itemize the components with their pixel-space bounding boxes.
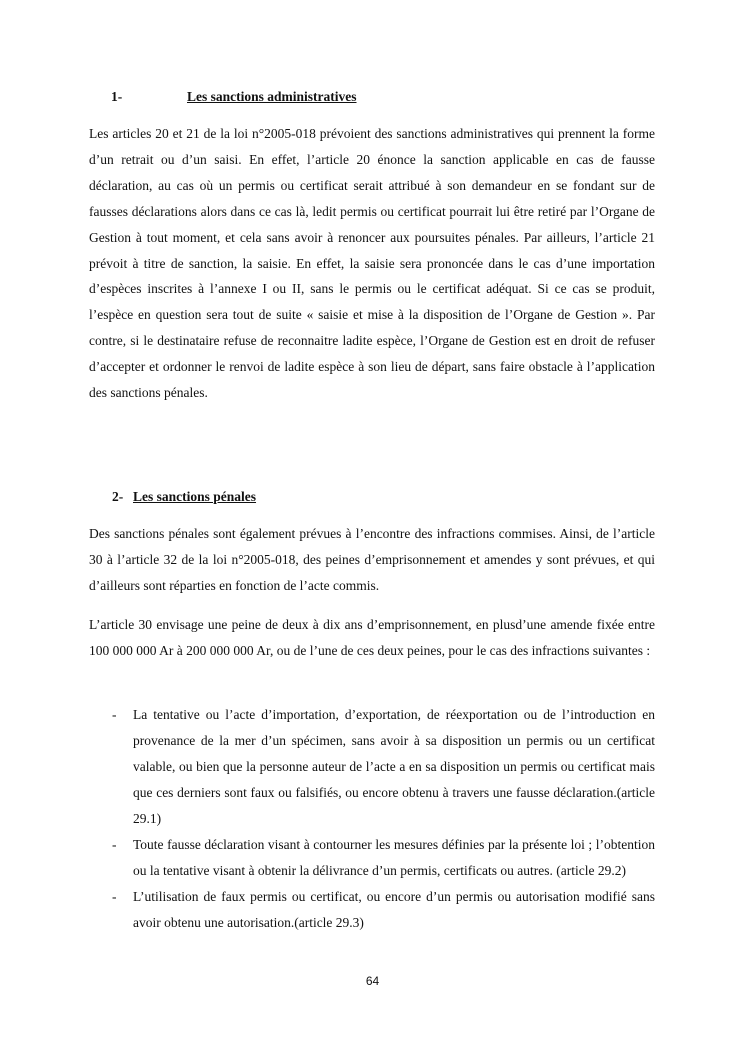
section-1-heading — [111, 89, 411, 109]
section-2-heading — [112, 489, 412, 509]
section-1-paragraph: Les articles 20 et 21 de la loi n°2005-018 prévoient des sanctions administratives qui prennent la forme d’un retrait ou d’un saisi. En effet, l’article 20 énonce la sanction applicable en cas de fausse déclaration, au cas où un permis ou certificat serait attribué à son demandeur en se fondant sur de fausses déclarations alors dans ce cas là, ledit permis ou certificat pourrait lui être retiré par l’Organe de Gestion à tout moment, et cela sans avoir à renoncer aux poursuites pénales. Par ailleurs, l’article 21 prévoit à titre de sanction, la saisie. En effet, la saisie sera prononcée dans le cas d’une importation d’espèces inscrites à l’annexe I ou II, sans le permis ou le certificat adéquat. Si ce cas se produit, l’espèce en question sera tout de suite « saisie et mise à la disposition de l’Organe de Gestion ». Par contre, si le destinataire refuse de reconnaitre ladite espèce, l’Organe de Gestion est en droit de refuser d’accepter et ordonner le renvoi de ladite espèce à son lieu de départ, sans faire obstacle à l’application des sanctions pénales. — [89, 126, 655, 401]
list-item — [89, 832, 655, 884]
section-2-paragraph-1: Des sanctions pénales sont également prévues à l’encontre des infractions commises. Ainsi, de l’article 30 à l’article 32 de la loi n°2005-018, des peines d’emprisonnement et amendes y sont prévues, et qui d’ailleurs sont réparties en fonction de l’acte commis. — [89, 526, 655, 593]
section-2-title: Les sanctions pénales — [133, 489, 257, 504]
list-item-text: Toute fausse déclaration visant à contourner les mesures définies par la présente loi ; l’obtention ou la tentative visant à obtenir la délivrance d’un permis, certificats ou autres. (article 29.2) — [133, 837, 655, 878]
bullet-marker: - — [112, 837, 117, 852]
infractions-list — [89, 702, 655, 936]
section-2-paragraph-2: L’article 30 envisage une peine de deux à dix ans d’emprisonnement, en plusd’une amende fixée entre 100 000 000 Ar à 200 000 000 Ar, ou de l’une de ces deux peines, pour le cas des infractions suivantes : — [89, 617, 655, 658]
section-2-number: 2- — [112, 489, 124, 504]
page-number: 64 — [365, 974, 380, 988]
section-1-title: Les sanctions administratives — [187, 89, 357, 104]
bullet-marker: - — [112, 707, 117, 722]
section-1-number: 1- — [111, 89, 123, 104]
list-item-text: La tentative ou l’acte d’importation, d’exportation, de réexportation ou de l’introduction en provenance de la mer d’un spécimen, sans avoir à sa disposition un permis ou un certificat valable, ou bien que la personne auteur de l’acte a en sa disposition un permis ou certificat mais que ces derniers sont faux ou falsifiés, ou encore obtenu à travers une fausse déclaration.(article 29.1) — [133, 707, 655, 826]
list-item — [89, 702, 655, 832]
bullet-marker: - — [112, 889, 117, 904]
list-item — [89, 884, 655, 936]
list-item-text: L’utilisation de faux permis ou certificat, ou encore d’un permis ou autorisation modifié sans avoir obtenu une autorisation.(article 29.3) — [133, 889, 655, 930]
